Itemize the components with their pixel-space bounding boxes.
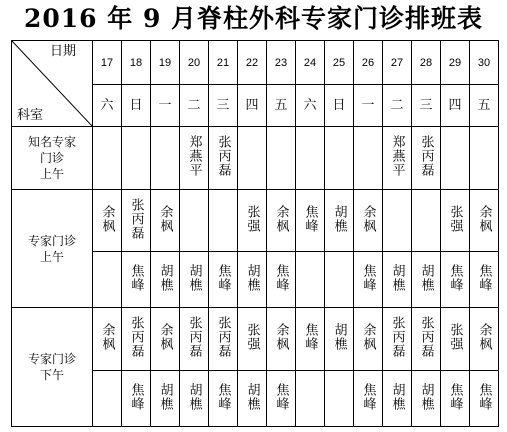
doctor-name: 余枫 <box>157 204 173 233</box>
dept-line: 门诊 <box>39 151 64 165</box>
doctor-name: 张丙磊 <box>418 316 434 358</box>
schedule-cell <box>122 127 151 190</box>
schedule-cell <box>180 85 209 127</box>
schedule-cell <box>209 41 238 85</box>
schedule-cell <box>209 85 238 127</box>
cell-text: 23 <box>274 56 288 69</box>
schedule-cell <box>180 371 209 427</box>
schedule-cell <box>470 85 499 127</box>
schedule-cell <box>122 190 151 252</box>
cell-text: 21 <box>216 56 230 69</box>
schedule-cell <box>267 252 296 308</box>
doctor-name: 焦峰 <box>302 204 318 233</box>
schedule-cell <box>180 252 209 308</box>
schedule-cell <box>354 85 383 127</box>
schedule-cell <box>354 190 383 252</box>
dept-line: 上午 <box>39 167 64 181</box>
schedule-cell <box>180 190 209 252</box>
cell-text: 五 <box>274 98 288 113</box>
schedule-cell <box>412 85 441 127</box>
schedule-cell <box>354 41 383 85</box>
schedule-cell <box>93 371 122 427</box>
doctor-name: 胡樵 <box>244 382 260 411</box>
cell-text: 一 <box>158 98 172 113</box>
cell-text: 二 <box>187 98 201 113</box>
schedule-cell <box>470 41 499 85</box>
doctor-name: 焦峰 <box>360 382 376 411</box>
schedule-cell <box>93 252 122 308</box>
schedule-cell <box>267 41 296 85</box>
cell-text: 六 <box>303 98 317 113</box>
schedule-cell <box>238 127 267 190</box>
schedule-cell <box>383 190 412 252</box>
schedule-cell <box>470 371 499 427</box>
cell-text: 日 <box>129 98 143 113</box>
doctor-name: 焦峰 <box>128 382 144 411</box>
cell-text: 26 <box>361 56 375 69</box>
corner-dept-label: 科室 <box>17 108 44 123</box>
doctor-name: 胡樵 <box>157 263 173 292</box>
schedule-cell <box>325 252 354 308</box>
schedule-cell <box>383 41 412 85</box>
schedule-cell <box>93 308 122 371</box>
doctor-name: 胡樵 <box>244 263 260 292</box>
schedule-cell <box>180 127 209 190</box>
doctor-name: 胡樵 <box>418 263 434 292</box>
doctor-name: 焦峰 <box>273 263 289 292</box>
dept-famous-expert-am <box>12 127 93 190</box>
schedule-cell <box>325 127 354 190</box>
dept-line: 专家门诊 <box>27 352 76 366</box>
corner-date-label: 日期 <box>49 44 76 59</box>
schedule-cell <box>470 308 499 371</box>
schedule-cell <box>238 252 267 308</box>
doctor-name: 张丙磊 <box>128 197 144 240</box>
schedule-cell <box>325 190 354 252</box>
schedule-cell <box>470 127 499 190</box>
doctor-name: 余枫 <box>273 204 289 233</box>
doctor-name: 张丙磊 <box>215 135 231 177</box>
doctor-name: 张强 <box>244 204 260 233</box>
cell-text: 四 <box>448 98 462 113</box>
schedule-cell <box>383 371 412 427</box>
doctor-name: 焦峰 <box>360 263 376 292</box>
dept-expert-pm <box>12 308 93 427</box>
schedule-cell <box>122 371 151 427</box>
doctor-name: 胡樵 <box>186 382 202 411</box>
doctor-name: 余枫 <box>157 323 173 351</box>
schedule-cell <box>238 371 267 427</box>
schedule-cell <box>354 252 383 308</box>
schedule-cell <box>296 41 325 85</box>
doctor-name: 焦峰 <box>215 263 231 292</box>
doctor-name: 胡樵 <box>186 263 202 292</box>
doctor-name: 焦峰 <box>273 382 289 411</box>
schedule-cell <box>296 85 325 127</box>
doctor-name: 焦峰 <box>476 263 492 292</box>
schedule-cell <box>267 127 296 190</box>
doctor-name: 张丙磊 <box>418 135 434 177</box>
doctor-name: 胡樵 <box>418 382 434 411</box>
schedule-cell <box>122 252 151 308</box>
doctor-name: 张丙磊 <box>128 316 144 358</box>
schedule-cell <box>267 190 296 252</box>
row-famous-expert-am <box>12 127 499 190</box>
cell-text: 六 <box>100 98 114 113</box>
schedule-cell <box>180 41 209 85</box>
doctor-name: 张丙磊 <box>389 316 405 358</box>
schedule-cell <box>354 127 383 190</box>
dept-expert-am <box>12 190 93 308</box>
schedule-cell <box>209 308 238 371</box>
schedule-cell <box>383 85 412 127</box>
schedule-cell <box>441 85 470 127</box>
doctor-name: 余枫 <box>476 204 492 233</box>
schedule-cell <box>122 308 151 371</box>
schedule-cell <box>325 371 354 427</box>
doctor-name: 张丙磊 <box>186 316 202 358</box>
cell-text: 五 <box>477 98 491 113</box>
cell-text: 日 <box>332 98 346 113</box>
page-title: 2016 年 9 月脊柱外科专家门诊排班表 <box>23 4 484 33</box>
schedule-cell <box>296 308 325 371</box>
cell-text: 三 <box>216 98 230 113</box>
cell-text: 25 <box>332 56 346 69</box>
doctor-name: 郑燕平 <box>389 135 405 177</box>
doctor-name: 张强 <box>447 323 463 351</box>
doctor-name: 余枫 <box>99 323 115 351</box>
cell-text: 22 <box>245 56 259 69</box>
header-corner-cell <box>12 41 93 127</box>
cell-text: 20 <box>187 56 201 69</box>
schedule-cell <box>412 252 441 308</box>
doctor-name: 张强 <box>244 323 260 351</box>
doctor-name: 胡樵 <box>331 323 347 351</box>
doctor-name: 胡樵 <box>157 382 173 411</box>
doctor-name: 胡樵 <box>389 263 405 292</box>
schedule-cell <box>383 308 412 371</box>
doctor-name: 郑燕平 <box>186 135 202 177</box>
schedule-cell <box>93 41 122 85</box>
schedule-cell <box>296 371 325 427</box>
schedule-cell <box>267 371 296 427</box>
row-expert-pm-a <box>12 308 499 371</box>
schedule-cell <box>122 85 151 127</box>
cell-text: 19 <box>158 56 172 69</box>
schedule-cell <box>209 127 238 190</box>
cell-text: 18 <box>129 56 143 69</box>
doctor-name: 焦峰 <box>215 382 231 411</box>
dept-line: 专家门诊 <box>27 233 76 248</box>
schedule-cell <box>151 85 180 127</box>
schedule-cell <box>325 308 354 371</box>
schedule-cell <box>383 252 412 308</box>
schedule-cell <box>151 371 180 427</box>
doctor-name: 胡樵 <box>389 382 405 411</box>
cell-text: 29 <box>448 56 462 69</box>
date-row <box>12 41 499 85</box>
schedule-cell <box>412 190 441 252</box>
schedule-cell <box>238 190 267 252</box>
dept-line: 上午 <box>39 249 64 264</box>
schedule-cell <box>412 127 441 190</box>
schedule-cell <box>151 252 180 308</box>
schedule-cell <box>412 371 441 427</box>
cell-text: 二 <box>390 98 404 113</box>
cell-text: 三 <box>419 98 433 113</box>
cell-text: 四 <box>245 98 259 113</box>
doctor-name: 余枫 <box>273 323 289 351</box>
cell-text: 一 <box>361 98 375 113</box>
doctor-name: 焦峰 <box>447 263 463 292</box>
schedule-table <box>11 40 499 427</box>
schedule-cell <box>267 308 296 371</box>
schedule-cell <box>296 190 325 252</box>
schedule-cell <box>354 308 383 371</box>
schedule-cell <box>470 190 499 252</box>
schedule-cell <box>151 41 180 85</box>
doctor-name: 焦峰 <box>128 263 144 292</box>
schedule-cell <box>441 41 470 85</box>
schedule-cell <box>180 308 209 371</box>
schedule-cell <box>296 252 325 308</box>
doctor-name: 余枫 <box>360 323 376 351</box>
doctor-name: 余枫 <box>99 204 115 233</box>
schedule-cell <box>209 252 238 308</box>
schedule-cell <box>238 85 267 127</box>
doctor-name: 余枫 <box>476 323 492 351</box>
schedule-cell <box>441 127 470 190</box>
schedule-cell <box>267 85 296 127</box>
doctor-name: 张丙磊 <box>215 316 231 358</box>
doctor-name: 张强 <box>447 204 463 233</box>
schedule-cell <box>325 41 354 85</box>
schedule-cell <box>441 190 470 252</box>
dept-line: 下午 <box>39 368 64 382</box>
cell-text: 30 <box>477 56 491 69</box>
schedule-cell <box>470 252 499 308</box>
schedule-table-container <box>11 40 499 427</box>
cell-text: 28 <box>419 56 433 69</box>
doctor-name: 焦峰 <box>302 323 318 351</box>
schedule-cell <box>296 127 325 190</box>
schedule-cell <box>151 190 180 252</box>
doctor-name: 焦峰 <box>476 382 492 411</box>
doctor-name: 胡樵 <box>331 204 347 233</box>
schedule-cell <box>412 308 441 371</box>
schedule-cell <box>209 371 238 427</box>
schedule-cell <box>151 308 180 371</box>
cell-text: 17 <box>100 56 114 69</box>
schedule-cell <box>412 41 441 85</box>
schedule-cell <box>441 252 470 308</box>
dept-line: 知名专家 <box>27 135 76 149</box>
cell-text: 24 <box>303 56 317 69</box>
schedule-cell <box>151 127 180 190</box>
schedule-cell <box>383 127 412 190</box>
schedule-cell <box>441 371 470 427</box>
schedule-cell <box>441 308 470 371</box>
schedule-cell <box>354 371 383 427</box>
schedule-cell <box>325 85 354 127</box>
schedule-cell <box>238 308 267 371</box>
schedule-cell <box>122 41 151 85</box>
schedule-cell <box>93 190 122 252</box>
doctor-name: 焦峰 <box>447 382 463 411</box>
schedule-cell <box>209 190 238 252</box>
schedule-cell <box>93 85 122 127</box>
schedule-cell <box>238 41 267 85</box>
cell-text: 27 <box>390 56 404 69</box>
schedule-cell <box>93 127 122 190</box>
row-expert-am-a <box>12 190 499 252</box>
doctor-name: 余枫 <box>360 204 376 233</box>
